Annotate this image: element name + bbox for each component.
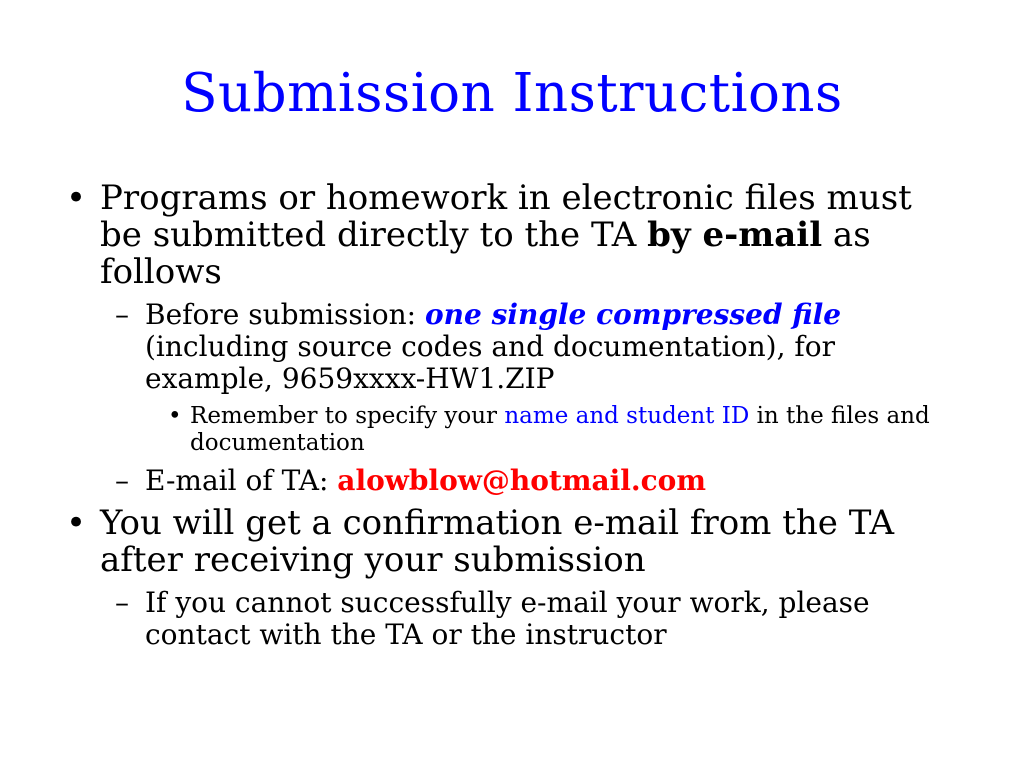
bullet-emphasis: by e-mail	[647, 215, 823, 255]
bullet-dash-icon: –	[115, 464, 129, 497]
bullet-level1	[64, 505, 964, 579]
bullet-emphasis: name and student ID	[504, 403, 750, 429]
bullet-dash-icon: –	[115, 298, 129, 331]
bullet-emphasis: one single compressed file	[424, 298, 842, 331]
bullet-text: If you cannot successfully e-mail your work, please contact with the TA or the instructor	[145, 586, 870, 651]
bullet-text: Before submission:	[145, 298, 425, 331]
bullet-dash-icon: –	[115, 586, 129, 619]
slide-title: Submission Instructions	[181, 63, 843, 124]
bullet-level3	[64, 403, 964, 457]
bullet-text: E-mail of TA:	[145, 464, 338, 497]
bullet-level2	[64, 465, 964, 497]
bullet-dot-icon: •	[66, 178, 87, 218]
bullet-text: as follows	[100, 215, 871, 292]
bullet-level1	[64, 180, 964, 291]
bullet-text: Remember to specify your	[190, 403, 505, 429]
bullet-dot-icon: •	[66, 503, 87, 543]
bullet-text: Programs or homework in electronic files must be submitted directly to the TA	[100, 178, 912, 255]
bullet-text: You will get a confirmation e-mail from the TA after receiving your submission	[100, 503, 895, 580]
bullet-text: in the files and documentation	[190, 403, 930, 456]
slide-content	[64, 180, 964, 653]
bullet-text: (including source codes and documentation), for example, 9659xxxx-HW1.ZIP	[145, 330, 835, 395]
ta-email-link[interactable]: alowblow@hotmail.com	[337, 464, 706, 497]
bullet-level2	[64, 587, 964, 651]
bullet-level2	[64, 299, 964, 395]
bullet-dot-icon: •	[168, 403, 182, 429]
